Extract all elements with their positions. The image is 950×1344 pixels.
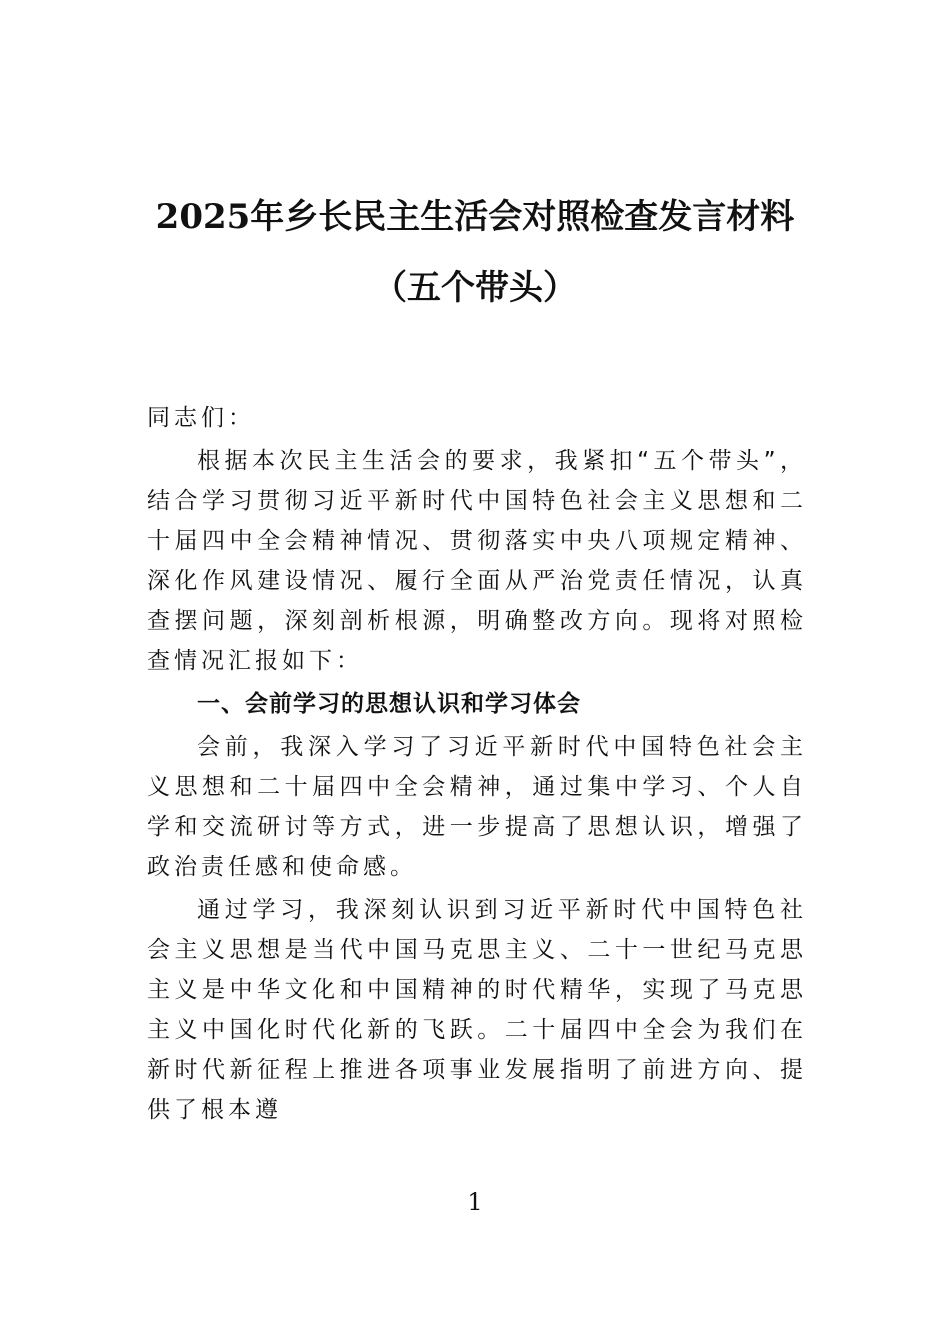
salutation: 同志们： <box>147 405 255 431</box>
body-paragraph: 通过学习，我深刻认识到习近平新时代中国特色社会主义思想是当代中国马克思主义、二十一世纪马克思主义是中华文化和中国精神的时代精华，实现了马克思主义中国化时代化新的飞跃。二十届四中全会为我们在新时代新征程上推进各项事业发展指明了前进方向、提供了根本遵 <box>147 897 807 1123</box>
section-heading: 一、会前学习的思想认识和学习体会 <box>197 691 581 717</box>
document-body <box>147 398 807 1133</box>
page-number: 1 <box>467 1188 483 1216</box>
body-paragraph: 会前，我深入学习了习近平新时代中国特色社会主义思想和二十届四中全会精神，通过集中学习、个人自学和交流研讨等方式，进一步提高了思想认识，增强了政治责任感和使命感。 <box>147 734 807 880</box>
intro-paragraph: 根据本次民主生活会的要求，我紧扣“五个带头”，结合学习贯彻习近平新时代中国特色社会主义思想和二十届四中全会精神情况、贯彻落实中央八项规定精神、深化作风建设情况、履行全面从严治党责任情况，认真查摆问题，深刻剖析根源，明确整改方向。现将对照检查情况汇报如下： <box>147 448 807 674</box>
document-subtitle: （五个带头） <box>373 268 577 308</box>
document-title: 2025年乡长民主生活会对照检查发言材料 <box>155 197 795 237</box>
